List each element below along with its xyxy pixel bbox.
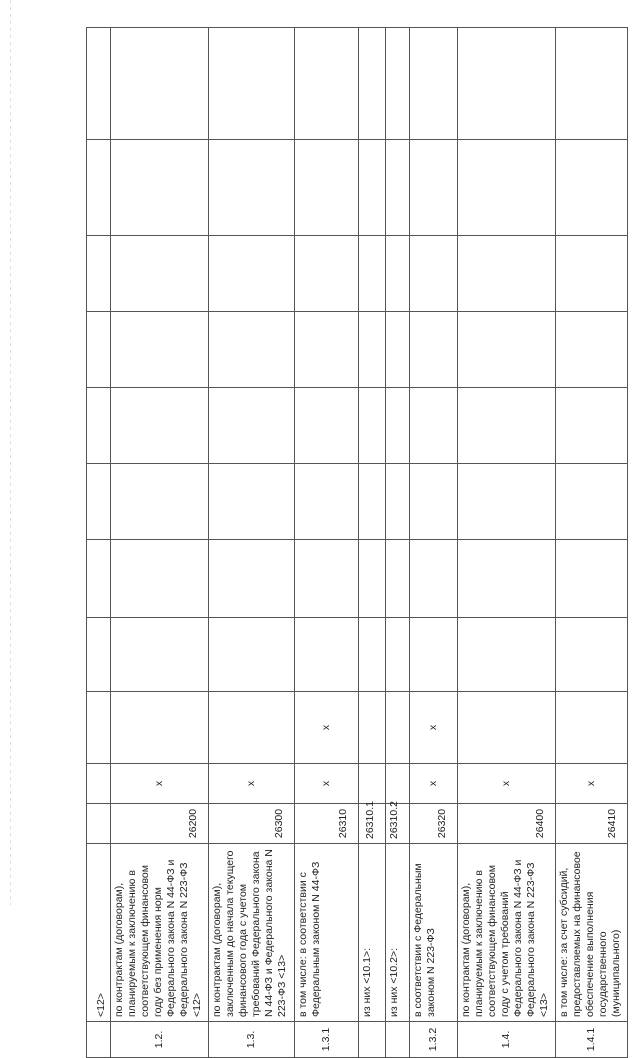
row-description: в том числе: за счет субсидий, предоставляемых на финансовое обеспечение выполнения государственного (муниципального): [556, 844, 628, 1022]
cell-x: x: [295, 692, 359, 764]
scan-edge: [10, 0, 11, 905]
table-row: [385, 28, 410, 1058]
cell-x: x: [556, 764, 628, 804]
cell-x: x: [209, 764, 295, 804]
row-description: по контрактам (договорам), заключенным до начала текущего финансового года с учетом требований Федерального закона N 44-ФЗ и Федерального закона N 223-ФЗ <13>: [209, 844, 295, 1022]
row-description: по контрактам (договорам), планируемым к заключению в соответствующем финансовом году с учетом требований Федерального закона N 44-ФЗ и Федерального закона N 223-ФЗ <13>: [457, 844, 556, 1022]
table-row: [295, 28, 359, 1058]
row-number: 1.4.1: [556, 1022, 628, 1058]
table-row: [87, 28, 111, 1058]
row-number: 1.3.2: [410, 1022, 457, 1058]
cell-x: x: [110, 764, 209, 804]
table-row: [209, 28, 295, 1058]
row-number: 1.2.: [110, 1022, 209, 1058]
header-cell: <12>: [87, 844, 111, 1022]
row-description: по контрактам (договорам), планируемым к заключению в соответствующем финансовом году без применения норм Федерального закона N 44-ФЗ и Федерального закона N 223-ФЗ <12>: [110, 844, 209, 1022]
cell-x: x: [295, 764, 359, 804]
cell-x: [457, 692, 556, 764]
row-code: 26310.2: [385, 804, 410, 844]
row-number: [385, 1022, 410, 1058]
row-number: 1.4.: [457, 1022, 556, 1058]
row-code: 26320: [410, 804, 457, 844]
financial-table: [86, 27, 628, 1058]
row-code: 26310.1: [359, 804, 386, 844]
cell-x: x: [410, 692, 457, 764]
table-row: [110, 28, 209, 1058]
row-number: 1.3.1: [295, 1022, 359, 1058]
row-description: в соответствии с Федеральным законом N 223-ФЗ: [410, 844, 457, 1022]
row-code: 26410: [556, 804, 628, 844]
row-description: из них <10.2>:: [385, 844, 410, 1022]
cell-x: [556, 692, 628, 764]
table-row: [556, 28, 628, 1058]
row-code: 26400: [457, 804, 556, 844]
row-number: 1.3.: [209, 1022, 295, 1058]
cell-x: x: [410, 764, 457, 804]
row-description: в том числе: в соответствии с Федеральным законом N 44-ФЗ: [295, 844, 359, 1022]
rotated-table-block: [86, 48, 628, 1058]
cell-x: [209, 692, 295, 764]
cell-x: x: [457, 764, 556, 804]
table-row: [457, 28, 556, 1058]
row-code: 26300: [209, 804, 295, 844]
row-code: 26200: [110, 804, 209, 844]
cell-x: [110, 692, 209, 764]
row-number: [359, 1022, 386, 1058]
table-row: [359, 28, 386, 1058]
row-code: 26310: [295, 804, 359, 844]
table-row: [410, 28, 457, 1058]
row-description: из них <10.1>:: [359, 844, 386, 1022]
